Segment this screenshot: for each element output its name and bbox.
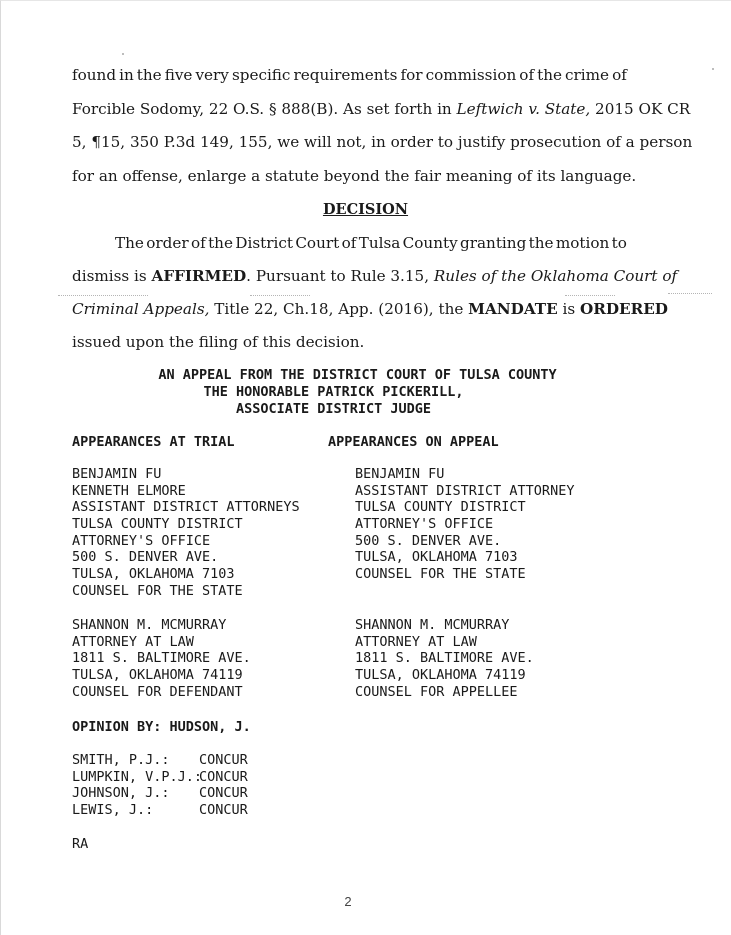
- scan-mark: [668, 293, 712, 294]
- text: Forcible Sodomy, 22 O.S. § 888(B). As set forth in: [72, 100, 457, 118]
- text: issued upon the filing of this decision.: [72, 333, 365, 351]
- judges-votes: [72, 752, 332, 819]
- text: dismiss is: [72, 267, 152, 285]
- judge-row: [72, 802, 332, 819]
- para1-line1: [72, 66, 627, 84]
- judge-vote: CONCUR: [199, 802, 248, 819]
- appearance-line: ATTORNEY'S OFFICE: [355, 516, 494, 533]
- ordered-word: ORDERED: [579, 300, 668, 318]
- word: of: [612, 66, 627, 84]
- caption-line3: ASSOCIATE DISTRICT JUDGE: [235, 401, 432, 417]
- judge-row: [72, 769, 332, 786]
- appearance-line: COUNSEL FOR THE STATE: [355, 566, 526, 583]
- word: in: [119, 66, 134, 84]
- word: District: [235, 234, 293, 252]
- scan-mark: [58, 295, 148, 296]
- appearance-line: ATTORNEY AT LAW: [355, 633, 477, 650]
- appearance-line: 500 S. DENVER AVE.: [355, 532, 502, 549]
- page-number: 2: [344, 894, 352, 909]
- word: the: [208, 234, 233, 252]
- mandate-word: MANDATE: [468, 300, 558, 318]
- appearance-line: COUNSEL FOR APPELLEE: [355, 683, 518, 700]
- appeal-state-counsel: [355, 466, 574, 583]
- scan-mark: [565, 295, 615, 296]
- scan-mark: [250, 295, 310, 296]
- scan-speck: [122, 53, 124, 55]
- text: is: [557, 300, 580, 318]
- word: of: [341, 234, 357, 252]
- caption-line1: AN APPEAL FROM THE DISTRICT COURT OF TULSA COUNTY: [158, 367, 557, 383]
- judge-name: LUMPKIN, V.P.J.:: [72, 768, 203, 785]
- rules-title: Criminal Appeals,: [72, 300, 210, 318]
- text: 2015 OK CR: [590, 100, 691, 118]
- judge-vote: CONCUR: [199, 785, 248, 802]
- para2-line2: [72, 267, 678, 285]
- word: the: [537, 66, 562, 84]
- judge-name: LEWIS, J.:: [72, 802, 154, 819]
- judge-row: [72, 752, 332, 769]
- appearance-line: TULSA, OKLAHOMA 74119: [355, 667, 526, 684]
- word: commission: [425, 66, 517, 84]
- judge-vote: CONCUR: [199, 752, 248, 768]
- appearance-line: TULSA COUNTY DISTRICT: [355, 499, 526, 516]
- text: . Pursuant to Rule 3.15,: [246, 267, 434, 285]
- appearance-line: TULSA, OKLAHOMA 7103: [72, 566, 235, 583]
- para2-line4: [72, 333, 627, 351]
- appearance-line: COUNSEL FOR THE STATE: [72, 582, 243, 599]
- word: the: [528, 234, 554, 252]
- word: order: [146, 234, 189, 252]
- word: County: [402, 234, 458, 252]
- word: of: [519, 66, 535, 84]
- appearance-line: TULSA, OKLAHOMA 7103: [355, 549, 518, 566]
- text: Title 22, Ch.18, App. (2016), the: [209, 300, 469, 318]
- appearance-line: BENJAMIN FU: [72, 466, 162, 482]
- word: to: [611, 234, 627, 252]
- appearance-line: ASSISTANT DISTRICT ATTORNEY: [355, 482, 575, 499]
- para2-line3: [72, 300, 668, 318]
- rules-title: Rules of the Oklahoma Court of: [433, 267, 678, 285]
- para1-line4: [72, 167, 637, 185]
- word: requirements: [293, 66, 398, 84]
- judge-row: [72, 785, 332, 802]
- caption-line2: THE HONORABLE PATRICK PICKERILL,: [203, 384, 464, 400]
- appearance-line: SHANNON M. MCMURRAY: [355, 617, 510, 633]
- appearance-line: COUNSEL FOR DEFENDANT: [72, 683, 243, 700]
- scan-speck: [712, 68, 714, 70]
- word: motion: [555, 234, 610, 252]
- para2-line1: [115, 234, 627, 252]
- word: very: [195, 66, 229, 84]
- text: for an offense, enlarge a statute beyond the fair meaning of its language.: [72, 167, 637, 185]
- word: for: [400, 66, 423, 84]
- appearance-line: ATTORNEY'S OFFICE: [72, 532, 211, 549]
- appearance-line: TULSA COUNTY DISTRICT: [72, 516, 243, 533]
- appearance-line: 500 S. DENVER AVE.: [72, 549, 219, 566]
- affirmed-word: AFFIRMED: [151, 267, 247, 285]
- word: The: [115, 234, 144, 252]
- appeal-defense-counsel: [355, 617, 534, 700]
- judge-name: JOHNSON, J.:: [72, 785, 170, 802]
- appearance-line: 1811 S. BALTIMORE AVE.: [72, 650, 251, 667]
- word: found: [72, 66, 117, 84]
- word: five: [164, 66, 193, 84]
- appearance-line: SHANNON M. MCMURRAY: [72, 617, 227, 633]
- appearance-line: ASSISTANT DISTRICT ATTORNEYS: [72, 499, 300, 516]
- judge-name: SMITH, P.J.:: [72, 752, 170, 768]
- para1-line3: [72, 133, 693, 151]
- appearance-line: ATTORNEY AT LAW: [72, 633, 194, 650]
- word: crime: [565, 66, 610, 84]
- word: of: [190, 234, 206, 252]
- trial-state-counsel: [72, 466, 300, 600]
- appearance-line: KENNETH ELMORE: [72, 482, 186, 499]
- text: 5, ¶15, 350 P.3d 149, 155, we will not, in order to justify prosecution of a person: [72, 133, 693, 151]
- appearances-trial-heading: APPEARANCES AT TRIAL: [72, 434, 235, 450]
- trial-defense-counsel: [72, 617, 251, 700]
- word: Court: [295, 234, 340, 252]
- opinion-author: OPINION BY: HUDSON, J.: [72, 719, 251, 735]
- decision-heading: DECISION: [322, 201, 409, 218]
- initials: RA: [72, 836, 89, 852]
- judge-vote: CONCUR: [199, 768, 248, 785]
- appearance-line: BENJAMIN FU: [355, 466, 445, 482]
- word: Tulsa: [358, 234, 401, 252]
- word: specific: [231, 66, 291, 84]
- case-citation: Leftwich v. State,: [456, 100, 591, 118]
- word: the: [136, 66, 162, 84]
- para1-line2: [72, 100, 691, 118]
- word: granting: [460, 234, 527, 252]
- appearance-line: TULSA, OKLAHOMA 74119: [72, 667, 243, 684]
- appearances-appeal-heading: APPEARANCES ON APPEAL: [328, 434, 499, 450]
- appearance-line: 1811 S. BALTIMORE AVE.: [355, 650, 534, 667]
